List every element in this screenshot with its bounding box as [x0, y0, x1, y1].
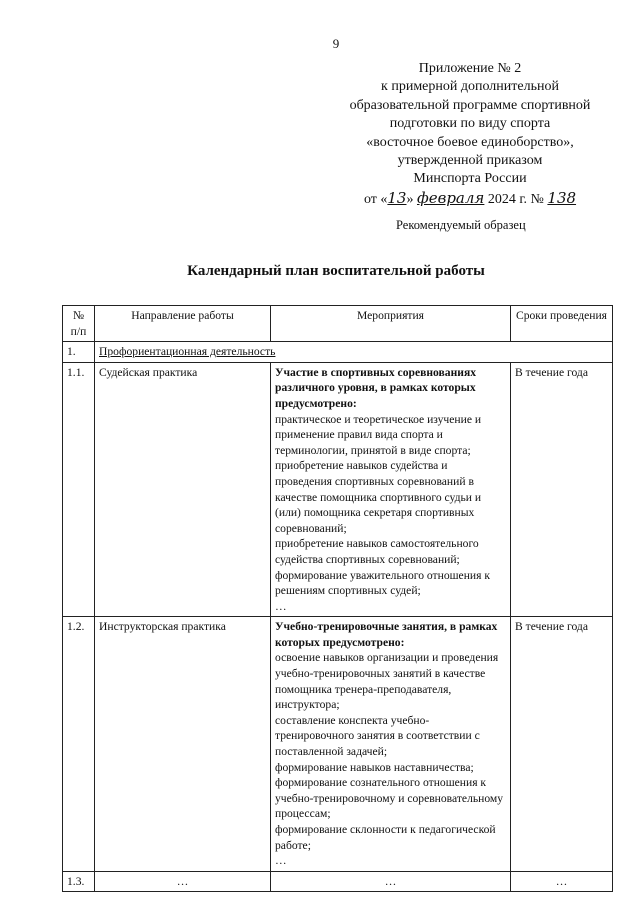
row-dates: В течение года: [511, 617, 613, 872]
events-line: приобретение навыков самостоятельного судейства спортивных соревнований;: [275, 537, 479, 566]
events-line: освоение навыков организации и проведения учебно-тренировочных занятий в качестве помощника тренера-преподавателя, инструктора;: [275, 651, 499, 712]
section-title: Профориентационная деятельность: [95, 342, 613, 363]
header-events: Мероприятия: [271, 306, 511, 342]
section-row: [63, 342, 613, 363]
order-day-handwritten: 13: [387, 188, 407, 207]
row-events: [271, 617, 511, 872]
order-mid: »: [406, 191, 414, 207]
order-month-handwritten: февраля: [416, 188, 485, 207]
appendix-line: Приложение № 2: [418, 61, 522, 76]
appendix-line: Минспорта России: [413, 171, 527, 187]
recommended-sample-label: Рекомендуемый образец: [396, 218, 526, 232]
order-year: 2024 г. №: [484, 191, 548, 207]
table-row: [63, 617, 613, 872]
order-number-handwritten: 138: [547, 188, 577, 207]
order-prefix: от «: [363, 191, 388, 207]
row-direction: Судейская практика: [95, 362, 271, 617]
table-header-row: [63, 306, 613, 342]
row-dates: …: [511, 871, 613, 892]
order-date-line: [330, 189, 610, 209]
appendix-line: утвержденной приказом: [397, 153, 543, 169]
events-line: …: [275, 599, 287, 613]
events-title: Участие в спортивных соревнованиях различного уровня, в рамках которых предусмотрено:: [275, 365, 477, 410]
header-dates: Сроки проведения: [511, 306, 613, 342]
events-line: приобретение навыков судейства и проведения спортивных соревнований в качестве помощника спортивного судьи и (или) помощника секретаря спортивных соревнований;: [275, 459, 482, 535]
row-dates: В течение года: [511, 362, 613, 617]
row-num: 1.3.: [63, 871, 95, 892]
header-num: № п/п: [63, 306, 95, 342]
appendix-block: [330, 60, 610, 209]
table-row: [63, 362, 613, 617]
row-num: 1.2.: [63, 617, 95, 872]
page-number: 9: [332, 36, 340, 51]
events-line: …: [275, 854, 287, 868]
row-direction: Инструкторская практика: [95, 617, 271, 872]
section-num: 1.: [63, 342, 95, 363]
row-num: 1.1.: [63, 362, 95, 617]
events-line: формирование уважительного отношения к решениям спортивных судей;: [275, 568, 490, 598]
row-events: [271, 362, 511, 617]
document-title: Календарный план воспитательной работы: [187, 263, 485, 279]
events-title: Учебно-тренировочные занятия, в рамках которых предусмотрено:: [275, 620, 498, 649]
row-direction: …: [95, 871, 271, 892]
events-line: формирование навыков наставничества;: [275, 760, 474, 774]
appendix-line: подготовки по виду спорта: [389, 116, 551, 132]
appendix-line: «восточное боевое единоборство»,: [366, 134, 574, 150]
events-line: формирование сознательного отношения к учебно-тренировочному и соревновательному процессам;: [275, 776, 504, 821]
calendar-plan-table: [62, 305, 613, 892]
appendix-line: к примерной дополнительной: [381, 79, 559, 95]
events-line: составление конспекта учебно-тренировочного занятия в соответствии с поставленной задачей;: [275, 713, 480, 759]
table-row: [63, 871, 613, 892]
events-line: практическое и теоретическое изучение и применение правил вида спорта и терминологии, принятой в виде спорта;: [275, 412, 482, 457]
events-line: формирование склонности к педагогической работе;: [275, 823, 496, 852]
appendix-line: образовательной программе спортивной: [349, 97, 591, 113]
row-events: …: [271, 871, 511, 892]
header-direction: Направление работы: [95, 306, 271, 342]
